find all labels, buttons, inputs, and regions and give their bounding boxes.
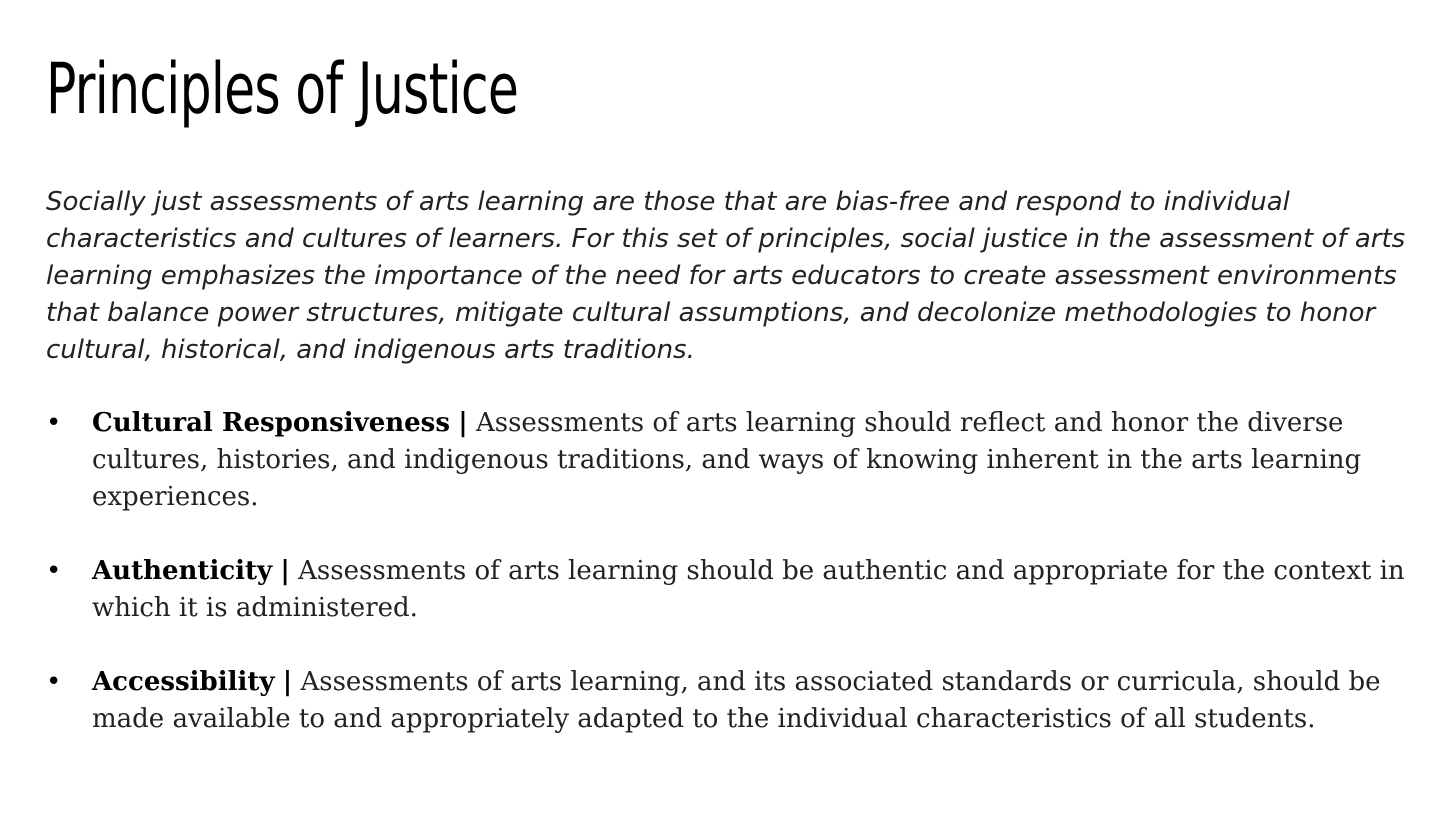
- page-title: Principles of Justice: [46, 48, 519, 130]
- principle-description: Assessments of arts learning should reflect and honor the diverse cultures, histories, and indigenous traditions, and ways of knowing inherent in the arts learning experiences.: [92, 408, 1362, 512]
- bullet-icon: •: [46, 408, 62, 438]
- principle-item-authenticity: [46, 553, 1421, 627]
- principle-item-accessibility: [46, 664, 1421, 738]
- principle-description: Assessments of arts learning, and its associated standards or curricula, should be made available to and appropriately adapted to the individual characteristics of all students.: [92, 667, 1381, 734]
- principle-description: Assessments of arts learning should be authentic and appropriate for the context in which it is administered.: [92, 556, 1405, 623]
- principle-separator: |: [458, 408, 468, 438]
- principle-item-cultural-responsiveness: [46, 405, 1421, 516]
- principle-separator: |: [282, 667, 293, 697]
- principle-separator: |: [280, 556, 290, 586]
- principle-name: Authenticity: [92, 556, 273, 586]
- intro-paragraph: Socially just assessments of arts learning are those that are bias-free and respond to individual characteristics and cultures of learners. For this set of principles, social justice in the assessment of arts learning emphasizes the importance of the need for arts educators to create assessment environments that balance power structures, mitigate cultural assumptions, and decolonize methodologies to honor cultural, historical, and indigenous arts traditions.: [46, 187, 1406, 365]
- bullet-icon: •: [46, 556, 62, 586]
- principle-name: Accessibility: [92, 667, 275, 697]
- principle-name: Cultural Responsiveness: [92, 408, 450, 438]
- principles-list: [46, 405, 1421, 775]
- bullet-icon: •: [46, 667, 62, 697]
